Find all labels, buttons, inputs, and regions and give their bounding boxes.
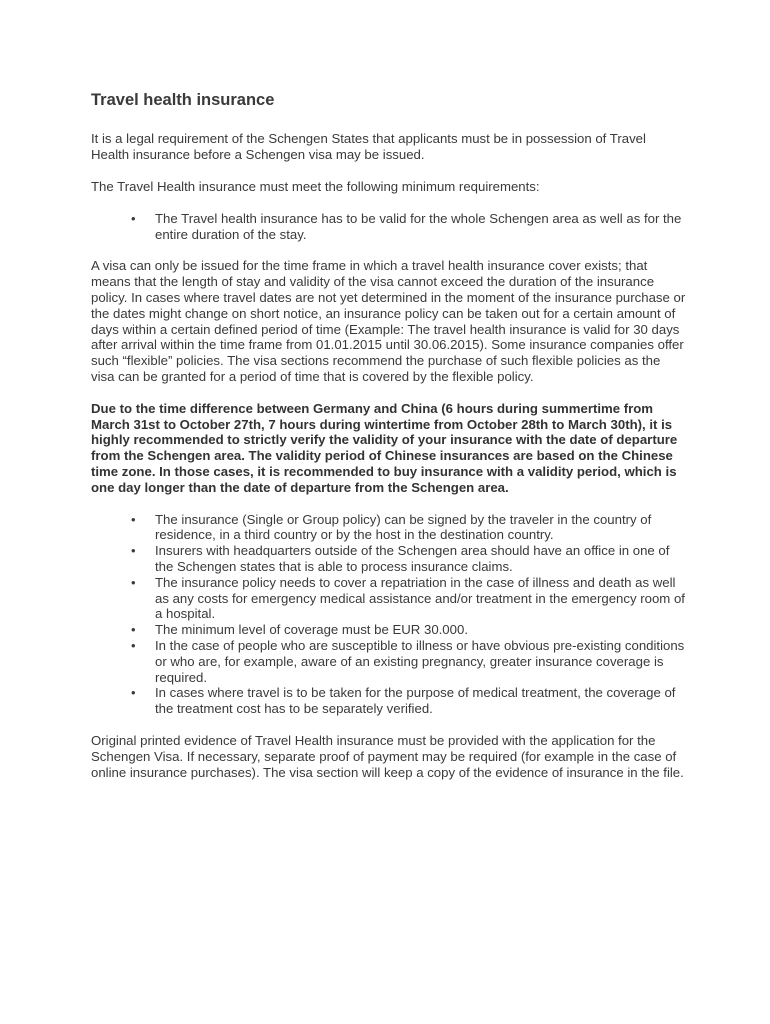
list-item xyxy=(91,543,686,575)
list-item-text: The Travel health insurance has to be valid for the whole Schengen area as well as for the entire duration of the stay. xyxy=(155,210,682,242)
time-difference-notice: Due to the time difference between Germany and China (6 hours during summertime from March 31st to October 27th, 7 hours during wintertime from October 28th to March 30th), it is highly recommended to strictly verify the validity of your insurance with the date of departure from the Schengen area. The validity period of Chinese insurances are based on the Chinese time zone. In those cases, it is recommended to buy insurance with a validity period, which is one day longer than the date of departure from the Schengen area. xyxy=(91,400,678,495)
bullet-icon: • xyxy=(131,622,136,638)
bullet-icon: • xyxy=(131,511,136,527)
bullet-icon: • xyxy=(131,543,136,559)
list-item xyxy=(91,575,686,622)
conditions-list xyxy=(91,512,686,717)
list-item xyxy=(91,211,686,243)
closing-paragraph: Original printed evidence of Travel Health insurance must be provided with the application for the Schengen Visa. If necessary, separate proof of payment may be required (for example in the case of online insurance purchases). The visa section will keep a copy of the evidence of insurance in the file. xyxy=(91,732,684,780)
bullet-icon: • xyxy=(131,685,136,701)
requirements-lead-paragraph: The Travel Health insurance must meet the following minimum requirements: xyxy=(91,179,540,195)
list-item-text: In cases where travel is to be taken for the purpose of medical treatment, the coverage of the treatment cost has to be separately verified. xyxy=(155,685,676,717)
page-title: Travel health insurance xyxy=(91,91,275,109)
visa-timeframe-paragraph: A visa can only be issued for the time frame in which a travel health insurance cover exists; that means that the length of stay and validity of the visa cannot exceed the duration of the insurance policy. In cases where travel dates are not yet determined in the moment of the insurance purchase or the dates might change on short notice, an insurance policy can be taken out for a certain amount of days within a certain defined period of time (Example: The travel health insurance is valid for 30 days after arrival within the time frame from 01.01.2015 until 30.06.2015). Some insurance companies offer such “flexible” policies. The visa sections recommend the purchase of such flexible policies as the visa can be granted for a period of time that is covered by the flexible policy. xyxy=(91,258,686,384)
bullet-icon: • xyxy=(131,637,136,653)
bullet-icon: • xyxy=(131,574,136,590)
document-body xyxy=(91,90,686,780)
intro-paragraph: It is a legal requirement of the Schengen States that applicants must be in possession of Travel Health insurance before a Schengen visa may be issued. xyxy=(91,131,646,163)
list-item-text: The insurance policy needs to cover a repatriation in the case of illness and death as well as any costs for emergency medical assistance and/or treatment in the emergency room of a hospital. xyxy=(155,574,685,622)
bullet-icon: • xyxy=(131,210,136,226)
requirements-list xyxy=(91,211,686,243)
list-item xyxy=(91,512,686,544)
list-item-text: Insurers with headquarters outside of the Schengen area should have an office in one of the Schengen states that is able to process insurance claims. xyxy=(155,543,670,574)
list-item-text: The minimum level of coverage must be EUR 30.000. xyxy=(155,622,468,638)
list-item xyxy=(91,638,686,685)
list-item-text: In the case of people who are susceptible to illness or have obvious pre-existing conditions or who are, for example, aware of an existing pregnancy, greater insurance coverage is required. xyxy=(155,637,685,685)
list-item xyxy=(91,685,686,717)
list-item-text: The insurance (Single or Group policy) can be signed by the traveler in the country of residence, in a third country or by the host in the destination country. xyxy=(155,511,652,543)
list-item xyxy=(91,622,686,638)
